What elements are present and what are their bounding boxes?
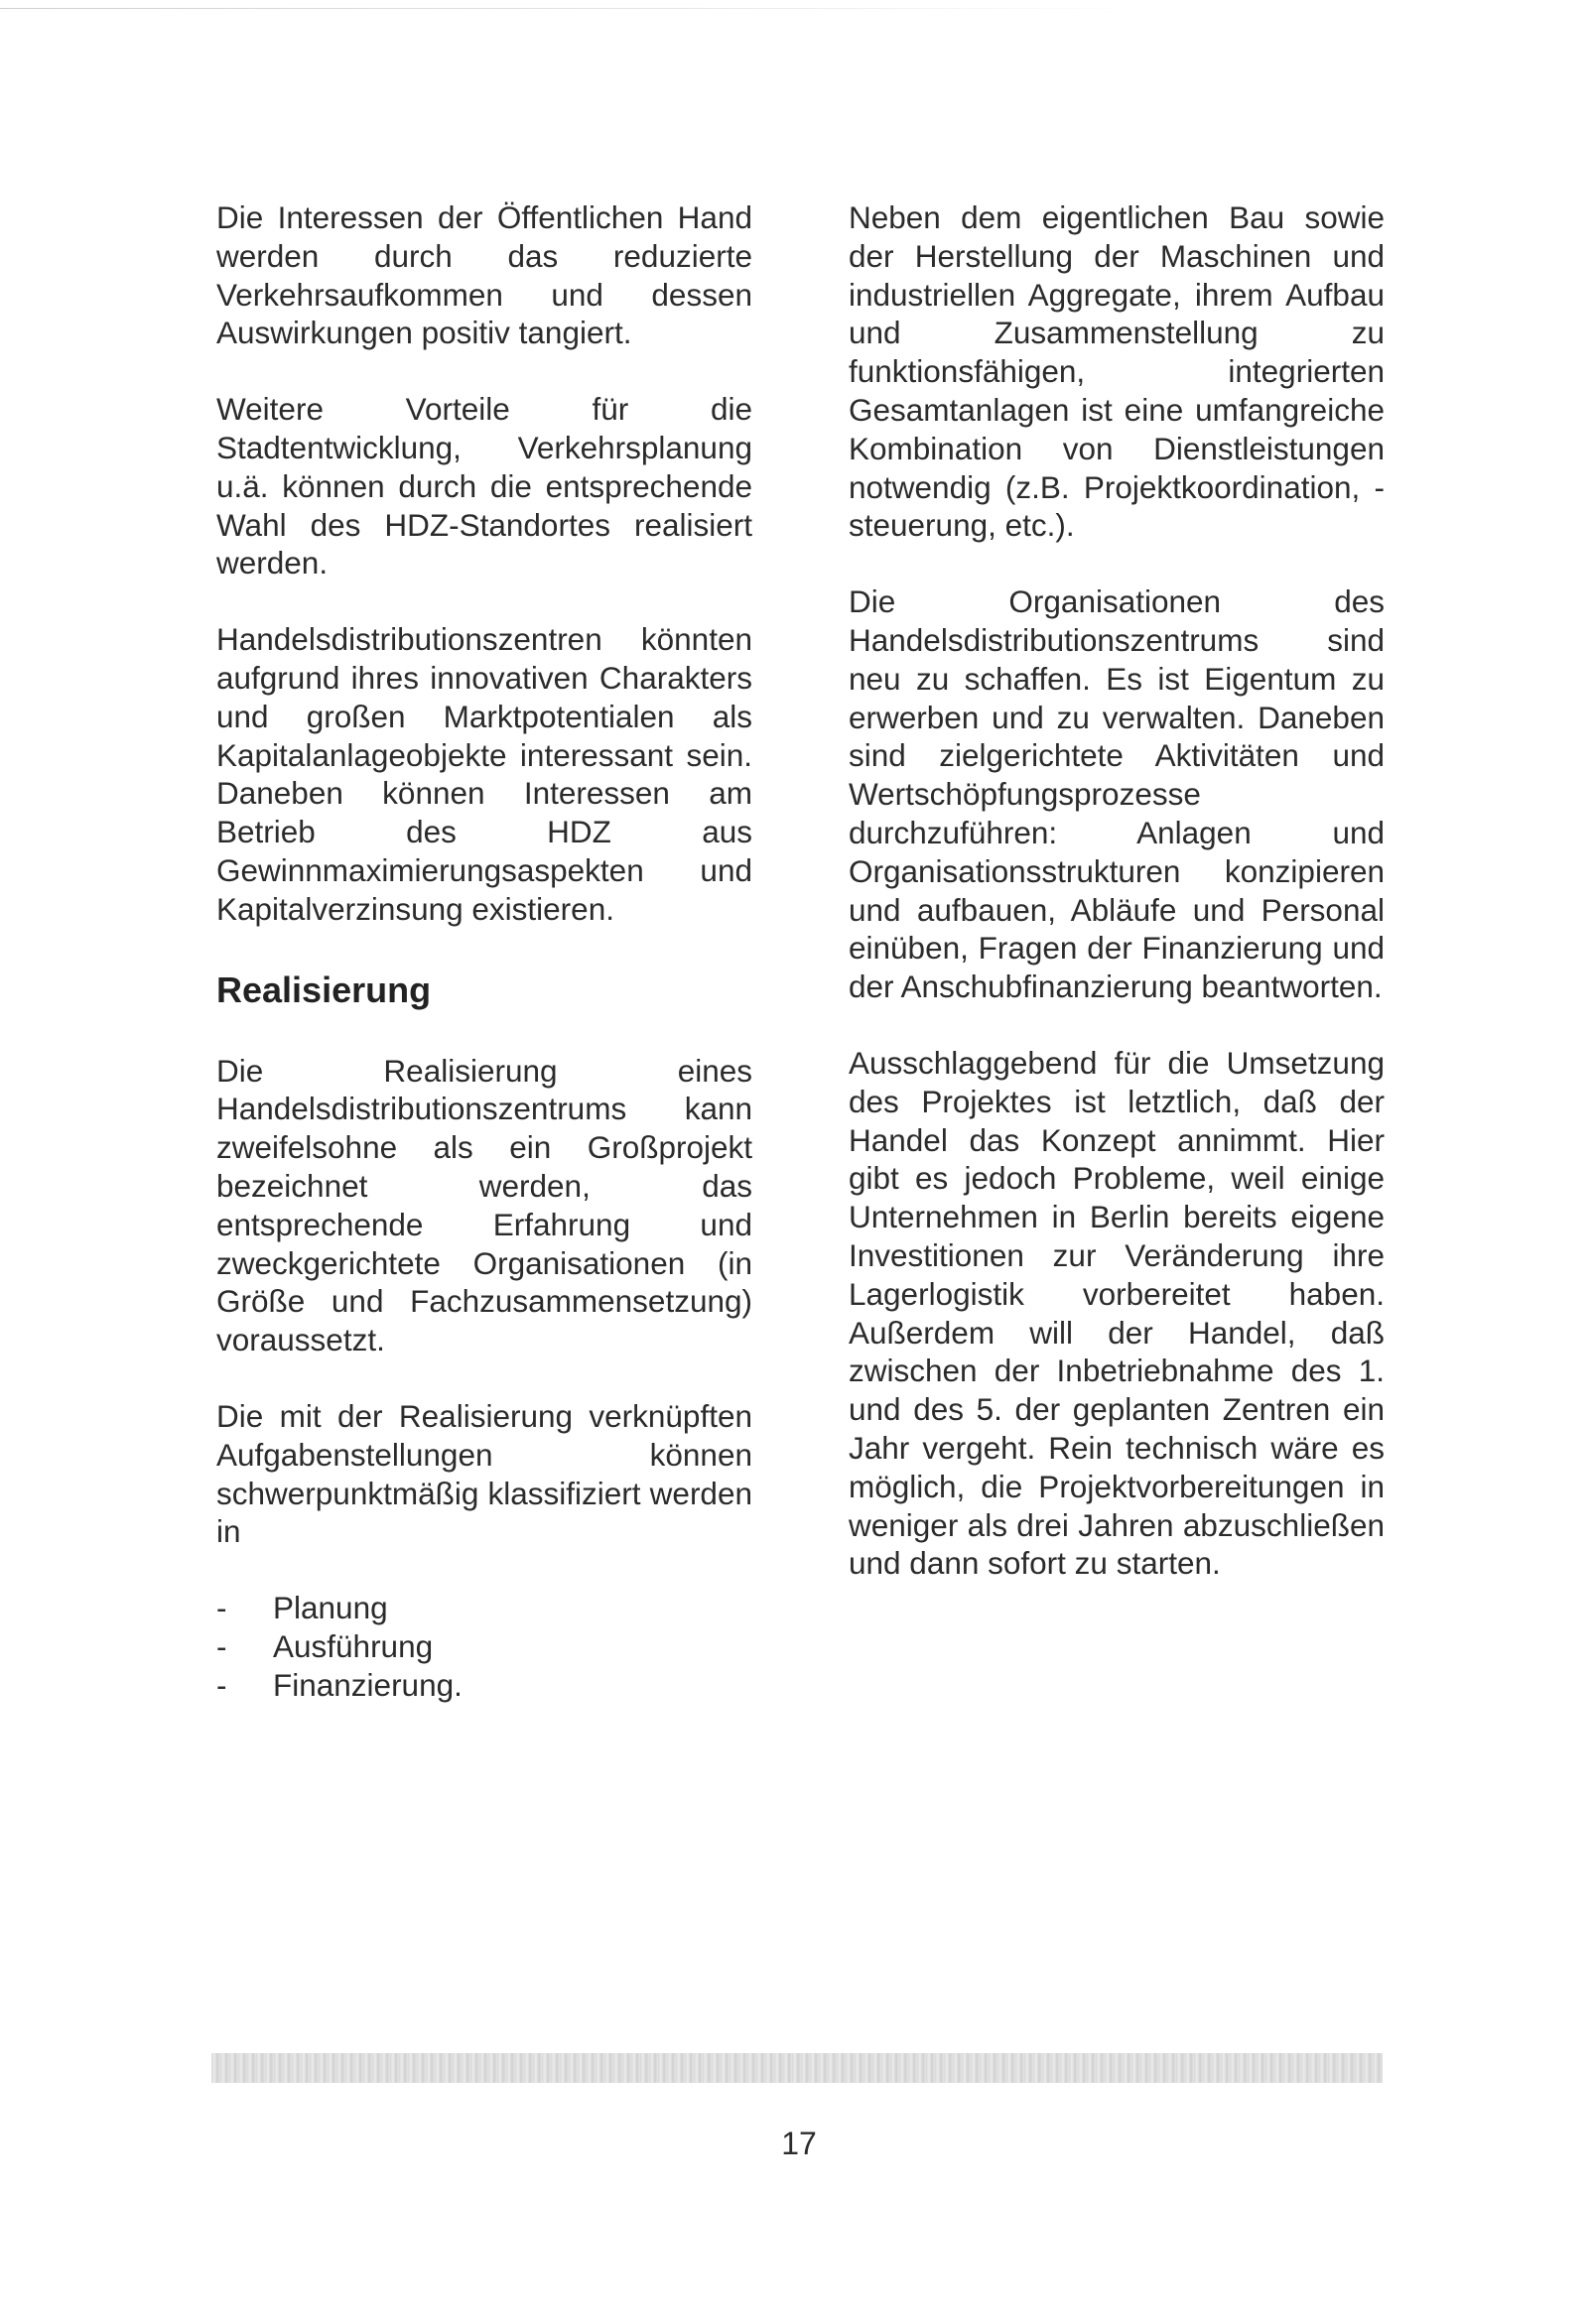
paragraph-public-interest: Die Interessen der Öffentlichen Hand werden durch das reduzierte Verkehrsaufkommen und dessen Auswirkungen positiv tangiert.: [216, 199, 752, 351]
list-item-text: Planung: [273, 1590, 388, 1626]
list-dash: -: [216, 1627, 227, 1664]
paragraph-construction-services: Neben dem eigentlichen Bau sowie der Herstellung der Maschinen und industriellen Aggregate, ihrem Aufbau und Zusammenstellung zu funktionsfähigen, integrierten Gesamtanlagen ist eine umfangreiche Kombination von Dienstleistungen notwendig (z.B. Projektkoordination, -steuerung, etc.).: [849, 199, 1385, 544]
paragraph-implementation: Ausschlaggebend für die Umsetzung des Projektes ist letztlich, daß der Handel das Konzept annimmt. Hier gibt es jedoch Probleme, weil einige Unternehmen in Berlin bereits eigene Investitionen zur Veränderung ihre Lagerlogistik vorbereitet haben. Außerdem will der Handel, daß zwischen der Inbetriebnahme des 1. und des 5. der geplanten Zentren ein Jahr vergeht. Rein technisch wäre es möglich, die Projektvorbereitungen in weniger als drei Jahren abzuschließen und dann sofort zu starten.: [849, 1044, 1385, 1582]
paragraph-task-classification: Die mit der Realisierung verknüpften Aufgabenstellungen können schwerpunktmäßig klassifiziert werden in: [216, 1397, 752, 1550]
footer-band: [211, 2053, 1383, 2083]
section-heading: Realisierung: [216, 968, 432, 1010]
right-column: [849, 198, 1385, 1620]
page-number: 17: [781, 2126, 817, 2161]
list-item-text: Ausführung: [273, 1627, 434, 1664]
task-list: [216, 1589, 752, 1704]
top-edge-rule: [0, 8, 1141, 9]
left-column: [216, 198, 752, 1705]
list-item: [216, 1627, 752, 1666]
list-dash: -: [216, 1590, 227, 1626]
list-item-text: Finanzierung.: [273, 1666, 463, 1703]
list-item: [216, 1589, 752, 1627]
list-item: [216, 1666, 752, 1705]
paragraph-realisation-project: Die Realisierung eines Handelsdistributionszentrums kann zweifelsohne als ein Großprojekt bezeichnet werden, das entsprechende Erfahrung und zweckgerichtete Organisationen (in Größe und Fachzusammensetzung) voraussetzt.: [216, 1052, 752, 1358]
paragraph-organisations: Die Organisationen des Handelsdistributionszentrums sind neu zu schaffen. Es ist Eigentum zu erwerben und zu verwalten. Daneben sind zielgerichtete Aktivitäten und Wertschöpfungsprozesse durchzuführen: Anlagen und Organisationsstrukturen konzipieren und aufbauen, Abläufe und Personal einüben, Fragen der Finanzierung und der Anschubfinanzierung beantworten.: [849, 583, 1385, 1005]
list-dash: -: [216, 1666, 227, 1703]
paragraph-further-advantages: Weitere Vorteile für die Stadtentwicklung, Verkehrsplanung u.ä. können durch die entsprechende Wahl des HDZ-Standortes realisiert werden.: [216, 391, 752, 581]
paragraph-capital-investment: Handelsdistributionszentren könnten aufgrund ihres innovativen Charakters und großen Marktpotentialen als Kapitalanlageobjekte interessant sein. Daneben können Interessen am Betrieb des HDZ aus Gewinnmaximierungsaspekten und Kapitalverzinsung existieren.: [216, 621, 752, 927]
